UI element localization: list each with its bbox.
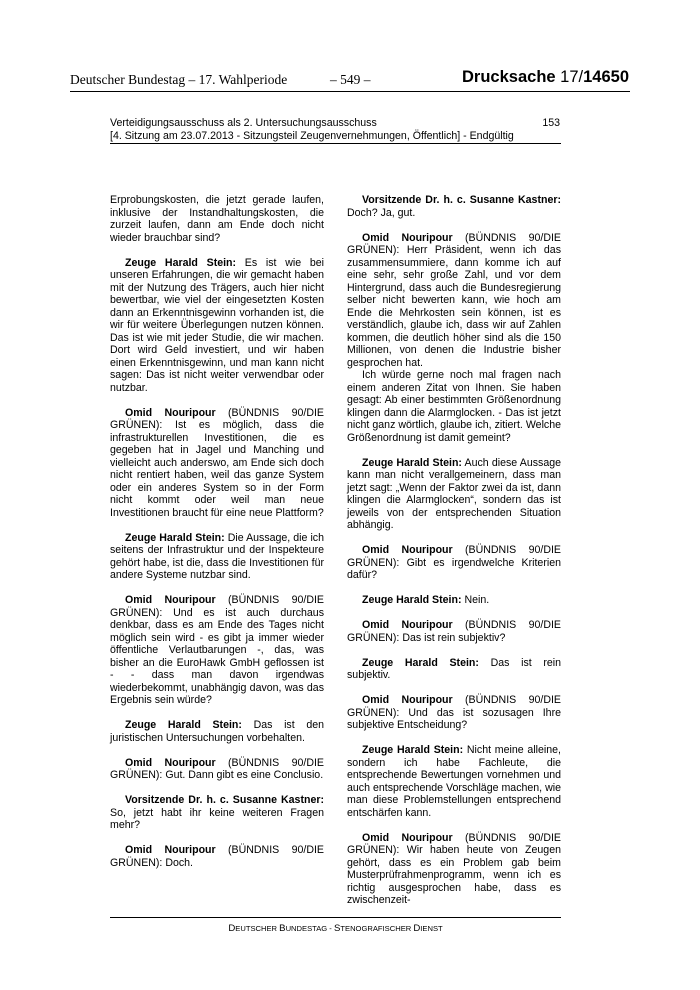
paragraph <box>347 832 561 907</box>
left-column <box>110 194 324 869</box>
paragraph <box>347 744 561 819</box>
footer-cap: D <box>228 923 236 934</box>
protocol-page-number: 153 <box>542 117 560 129</box>
paragraph <box>347 194 561 219</box>
paragraph-text: So, jetzt habt ihr keine weiteren Fragen mehr? <box>110 806 324 831</box>
paragraph-text: Nicht meine alleine, sondern ich habe Fachleute, die entsprechende Bewertungen vornehmen und auch entsprechende Vorschläge machen, wie man diese Problemstellungen entsprechend entschärfen kann. <box>347 744 561 819</box>
paragraph-text: Das ist rein subjektiv. <box>347 656 562 681</box>
footer-smallcaps: TENOGRAFISCHER <box>340 924 414 933</box>
subheader-rule <box>110 143 561 144</box>
paragraph-text: Das ist den juristischen Untersuchungen vorbehalten. <box>110 719 324 744</box>
footer-cap: D <box>413 923 421 934</box>
paragraph-text: (BÜNDNIS 90/DIE GRÜNEN): Und es ist auch durchaus denkbar, dass es am Ende des Tages nicht möglich sein wird - es gibt ja immer wieder öffentliche Verlautbarungen -, das, was bisher an die EuroHawk GmbH geflossen ist - - dass man davon irgendwas wiederbekommt, unabhängig davon, was das Ergebnis sein würde? <box>110 594 324 706</box>
paragraph-text: (BÜNDNIS 90/DIE GRÜNEN): Ist es möglich, dass die infrastrukturellen Investitionen, die es gegeben hat in Jagel und Manching und vielleicht auch anderswo, am Ende sich doch nicht rentiert haben, weil das ganze System oder ein anderes System so in der Form nicht kommt oder weil man neue Investitionen braucht für eine neue Plattform? <box>110 406 324 519</box>
paragraph-text: (BÜNDNIS 90/DIE GRÜNEN): Doch. <box>110 844 324 869</box>
paragraph <box>110 407 324 520</box>
speaker-name: Zeuge Harald Stein: <box>362 656 479 669</box>
paragraph <box>347 369 561 444</box>
session-info: [4. Sitzung am 23.07.2013 - Sitzungsteil Zeugenvernehmungen, Öffentlich] - Endgültig <box>110 130 514 142</box>
speaker-name: Omid Nouripour <box>362 694 453 706</box>
paragraph-text: Ich würde gerne noch mal fragen nach einem anderen Zitat von Ihnen. Sie haben gesagt: Ab einer bestimmten Größenordnung klingen dann die Alarmglocken. - Das ist jetzt nicht ganz wörtlich, glaube ich, zitiert. Welche Größenordnung ist damit gemeint? <box>347 369 561 444</box>
right-column <box>347 194 561 907</box>
speaker-name: Zeuge Harald Stein: <box>125 256 237 269</box>
paragraph <box>110 794 324 832</box>
paragraph-text: Erprobungskosten, die jetzt gerade laufen, inklusive der Instandhaltungskosten, die zurzeit laufen, dann am Ende doch nicht wieder brauchbar sind? <box>110 194 324 244</box>
paragraph <box>110 532 324 582</box>
paragraph-text: Nein. <box>464 594 490 606</box>
speaker-name: Zeuge Harald Stein: <box>362 744 464 756</box>
committee-name: Verteidigungsausschuss als 2. Untersuchungsausschuss <box>110 117 377 129</box>
footer-text <box>110 923 561 934</box>
paragraph <box>110 719 324 744</box>
paragraph-text: (BÜNDNIS 90/DIE GRÜNEN): Gibt es irgendwelche Kriterien dafür? <box>347 544 561 581</box>
speaker-name: Zeuge Harald Stein: <box>125 531 225 544</box>
speaker-name: Vorsitzende Dr. h. c. Susanne Kastner: <box>125 794 324 806</box>
paragraph <box>110 757 324 782</box>
speaker-name: Omid Nouripour <box>125 594 216 606</box>
footer-smallcaps: IENST <box>420 924 443 933</box>
paragraph <box>347 694 561 732</box>
paragraph-text: (BÜNDNIS 90/DIE GRÜNEN): Und das ist sozusagen Ihre subjektive Entscheidung? <box>347 694 561 731</box>
document-number-value: 14650 <box>583 68 629 86</box>
paragraph <box>110 844 324 869</box>
speaker-name: Zeuge Harald Stein: <box>362 456 462 469</box>
document-label: Drucksache <box>462 68 556 86</box>
paragraph <box>110 194 324 244</box>
speaker-name: Omid Nouripour <box>362 831 453 844</box>
paragraph <box>347 457 561 532</box>
paragraph-text: (BÜNDNIS 90/DIE GRÜNEN): Wir haben heute von Zeugen gehört, dass es ein Problem gab beim Musterprüfrahmenprogramm, wenn ich es richtig ausgesprochen habe, dass es zwischenzeit- <box>347 831 561 906</box>
paragraph-text: (BÜNDNIS 90/DIE GRÜNEN): Das ist rein subjektiv? <box>347 619 561 644</box>
speaker-name: Omid Nouripour <box>362 544 453 556</box>
running-header-title: Deutscher Bundestag – 17. Wahlperiode <box>70 72 288 87</box>
speaker-name: Zeuge Harald Stein: <box>125 719 242 731</box>
paragraph <box>347 544 561 582</box>
paragraph-text: (BÜNDNIS 90/DIE GRÜNEN): Gut. Dann gibt es eine Conclusio. <box>110 756 324 781</box>
footer-cap: S <box>333 923 341 934</box>
speaker-name: Omid Nouripour <box>125 844 216 856</box>
speaker-name: Vorsitzende Dr. h. c. Susanne Kastner: <box>362 194 561 206</box>
footer-smallcaps: EUTSCHER <box>235 924 280 933</box>
speaker-name: Omid Nouripour <box>362 231 453 244</box>
paragraph-text: Die Aussage, die ich seitens der Infrastruktur und der Inspekteure gehört habe, ist die, dass die Investitionen für andere Systeme nutzbar sind. <box>110 531 324 581</box>
header-rule <box>70 91 630 92</box>
document-number <box>462 68 629 87</box>
paragraph-text: Auch diese Aussage kann man nicht verallgemeinern, dass man jetzt sagt: „Wenn der Faktor zwei da ist, dann klingen die Alarmglocken“, sondern das ist jeweils von der entsprechenden Situation abhängig. <box>347 456 562 531</box>
speaker-name: Omid Nouripour <box>125 756 216 769</box>
running-header-page: – 549 – <box>330 72 371 87</box>
paragraph <box>110 594 324 707</box>
paragraph <box>347 619 561 644</box>
paragraph <box>347 594 561 607</box>
footer-rule <box>110 917 561 918</box>
paragraph-text: Es ist wie bei unseren Erfahrungen, die wir gemacht haben mit der Nutzung des Trägers, auch hier nicht bewertbar, wie viel der eingesetzten Kosten dann an Erkenntnisgewinn vorhanden ist, die wir für weitere Überlegungen nutzen können. Das ist wie mit jeder Studie, die wir machen. Dort wird Geld investiert, und wir haben einen Erkenntnisgewinn, und man kann nicht sagen: Das ist nicht weiter verwendbar oder nutzbar. <box>110 256 324 394</box>
footer-cap: B <box>279 923 286 934</box>
paragraph <box>110 257 324 395</box>
paragraph-text: Doch? Ja, gut. <box>347 206 416 219</box>
document-number-prefix: 17/ <box>560 68 584 86</box>
paragraph <box>347 657 561 682</box>
footer-smallcaps: UNDESTAG - <box>285 924 334 933</box>
paragraph <box>347 232 561 370</box>
speaker-name: Omid Nouripour <box>362 619 453 631</box>
speaker-name: Zeuge Harald Stein: <box>362 594 462 606</box>
paragraph-text: (BÜNDNIS 90/DIE GRÜNEN): Herr Präsident, wenn ich das zusammensummiere, dann komme ich auf eine sehr, sehr große Zahl, und vor dem Hintergrund, dass auch die Bundesregierung selber nicht bewerten kann, wie hoch am Ende die Mehrkosten sein können, ist es verständlich, glaube ich, dass wir auf Zahlen kommen, die deutlich höher sind als die 150 Millionen, von denen die Industrie bisher gesprochen hat. <box>347 231 561 369</box>
speaker-name: Omid Nouripour <box>125 406 216 419</box>
